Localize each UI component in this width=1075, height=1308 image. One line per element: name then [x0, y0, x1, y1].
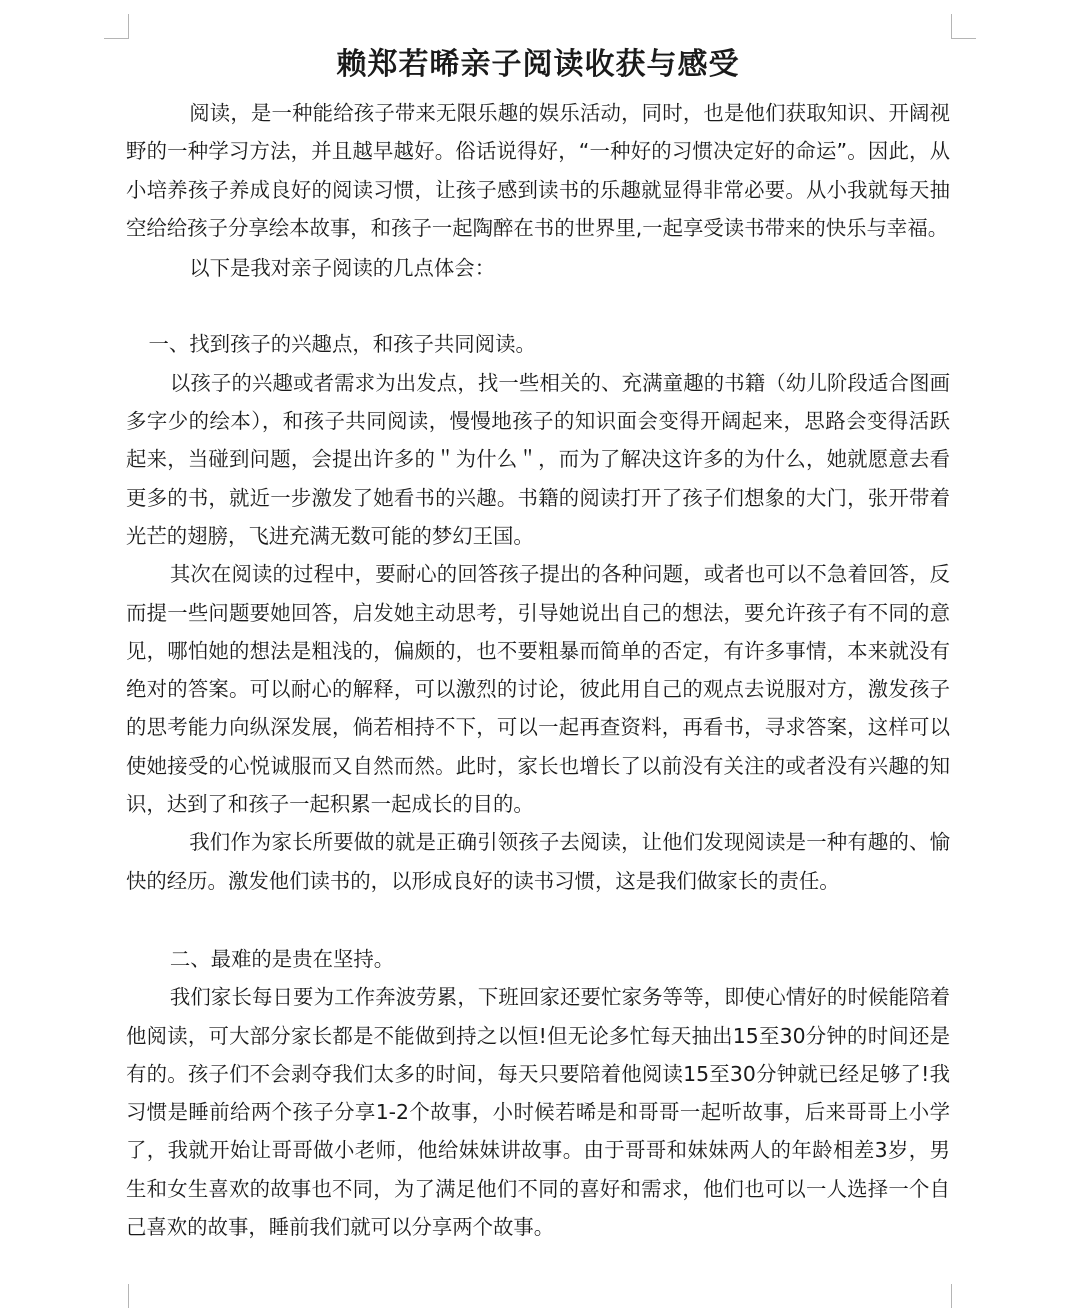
spacer — [126, 900, 950, 940]
crop-mark-top-right — [951, 14, 976, 39]
lead-paragraph: 以下是我对亲子阅读的几点体会： — [189, 256, 496, 281]
document-page — [126, 36, 950, 1246]
crop-mark-bottom-right — [951, 1284, 976, 1308]
section-heading-1: 一、找到孩子的兴趣点，和孩子共同阅读。 — [148, 332, 536, 357]
spacer — [126, 287, 950, 325]
document-title: 赖郑若晞亲子阅读收获与感受 — [336, 47, 740, 82]
section-1-paragraph-2: 其次在阅读的过程中，要耐心的回答孩子提出的各种问题，或者也可以不急着回答，反而提一些问题要她回答，启发她主动思考，引导她说出自己的想法，要允许孩子有不同的意见，哪怕她的想法是粗浅的，偏颇的，也不要粗暴而简单的否定，有许多事情，本来就没有绝对的答案。可以耐心的解释，可以激烈的讨论，彼此用自己的观点去说服对方，激发孩子的思考能力向纵深发展，倘若相持不下，可以一起再查资料，再看书，寻求答案，这样可以使她接受的心悦诚服而又自然而然。此时，家长也增长了以前没有关注的或者没有兴趣的知识，达到了和孩子一起积累一起成长的目的。 — [126, 562, 950, 817]
section-heading-2: 二、最难的是贵在坚持。 — [169, 946, 395, 971]
intro-paragraph: 阅读，是一种能给孩子带来无限乐趣的娱乐活动，同时，也是他们获取知识、开阔视野的一种学习方法，并且越早越好。俗话说得好，“一种好的习惯决定好的命运”。因此，从小培养孩子养成良好的阅读习惯，让孩子感到读书的乐趣就显得非常必要。从小我就每天抽空给给孩子分享绘本故事，和孩子一起陶醉在书的世界里,一起享受读书带来的快乐与幸福。 — [126, 101, 950, 240]
crop-mark-bottom-left — [104, 1284, 129, 1308]
section-2-paragraph-1: 我们家长每日要为工作奔波劳累，下班回家还要忙家务等等，即使心情好的时候能陪着他阅读，可大部分家长都是不能做到持之以恒!但无论多忙每天抽出15至30分钟的时间还是有的。孩子们不会剥夺我们太多的时间，每天只要陪着他阅读15至30分钟就已经足够了!我习惯是睡前给两个孩子分享1-2个故事，小时候若晞是和哥哥一起听故事，后来哥哥上小学了，我就开始让哥哥做小老师，他给妹妹讲故事。由于哥哥和妹妹两人的年龄相差3岁，男生和女生喜欢的故事也不同，为了满足他们不同的喜好和需求，他们也可以一人选择一个自己喜欢的故事，睡前我们就可以分享两个故事。 — [126, 985, 950, 1240]
section-1-paragraph-1: 以孩子的兴趣或者需求为出发点，找一些相关的、充满童趣的书籍（幼儿阶段适合图画多字少的绘本），和孩子共同阅读，慢慢地孩子的知识面会变得开阔起来，思路会变得活跃起来，当碰到问题，会提出许多的＂为什么＂，而为了解决这许多的为什么，她就愿意去看更多的书，就近一步激发了她看书的兴趣。书籍的阅读打开了孩子们想象的大门，张开带着光芒的翅膀，飞进充满无数可能的梦幻王国。 — [126, 370, 950, 548]
section-1-paragraph-3: 我们作为家长所要做的就是正确引领孩子去阅读，让他们发现阅读是一种有趣的、愉快的经历。激发他们读书的，以形成良好的读书习惯，这是我们做家长的责任。 — [126, 830, 950, 893]
